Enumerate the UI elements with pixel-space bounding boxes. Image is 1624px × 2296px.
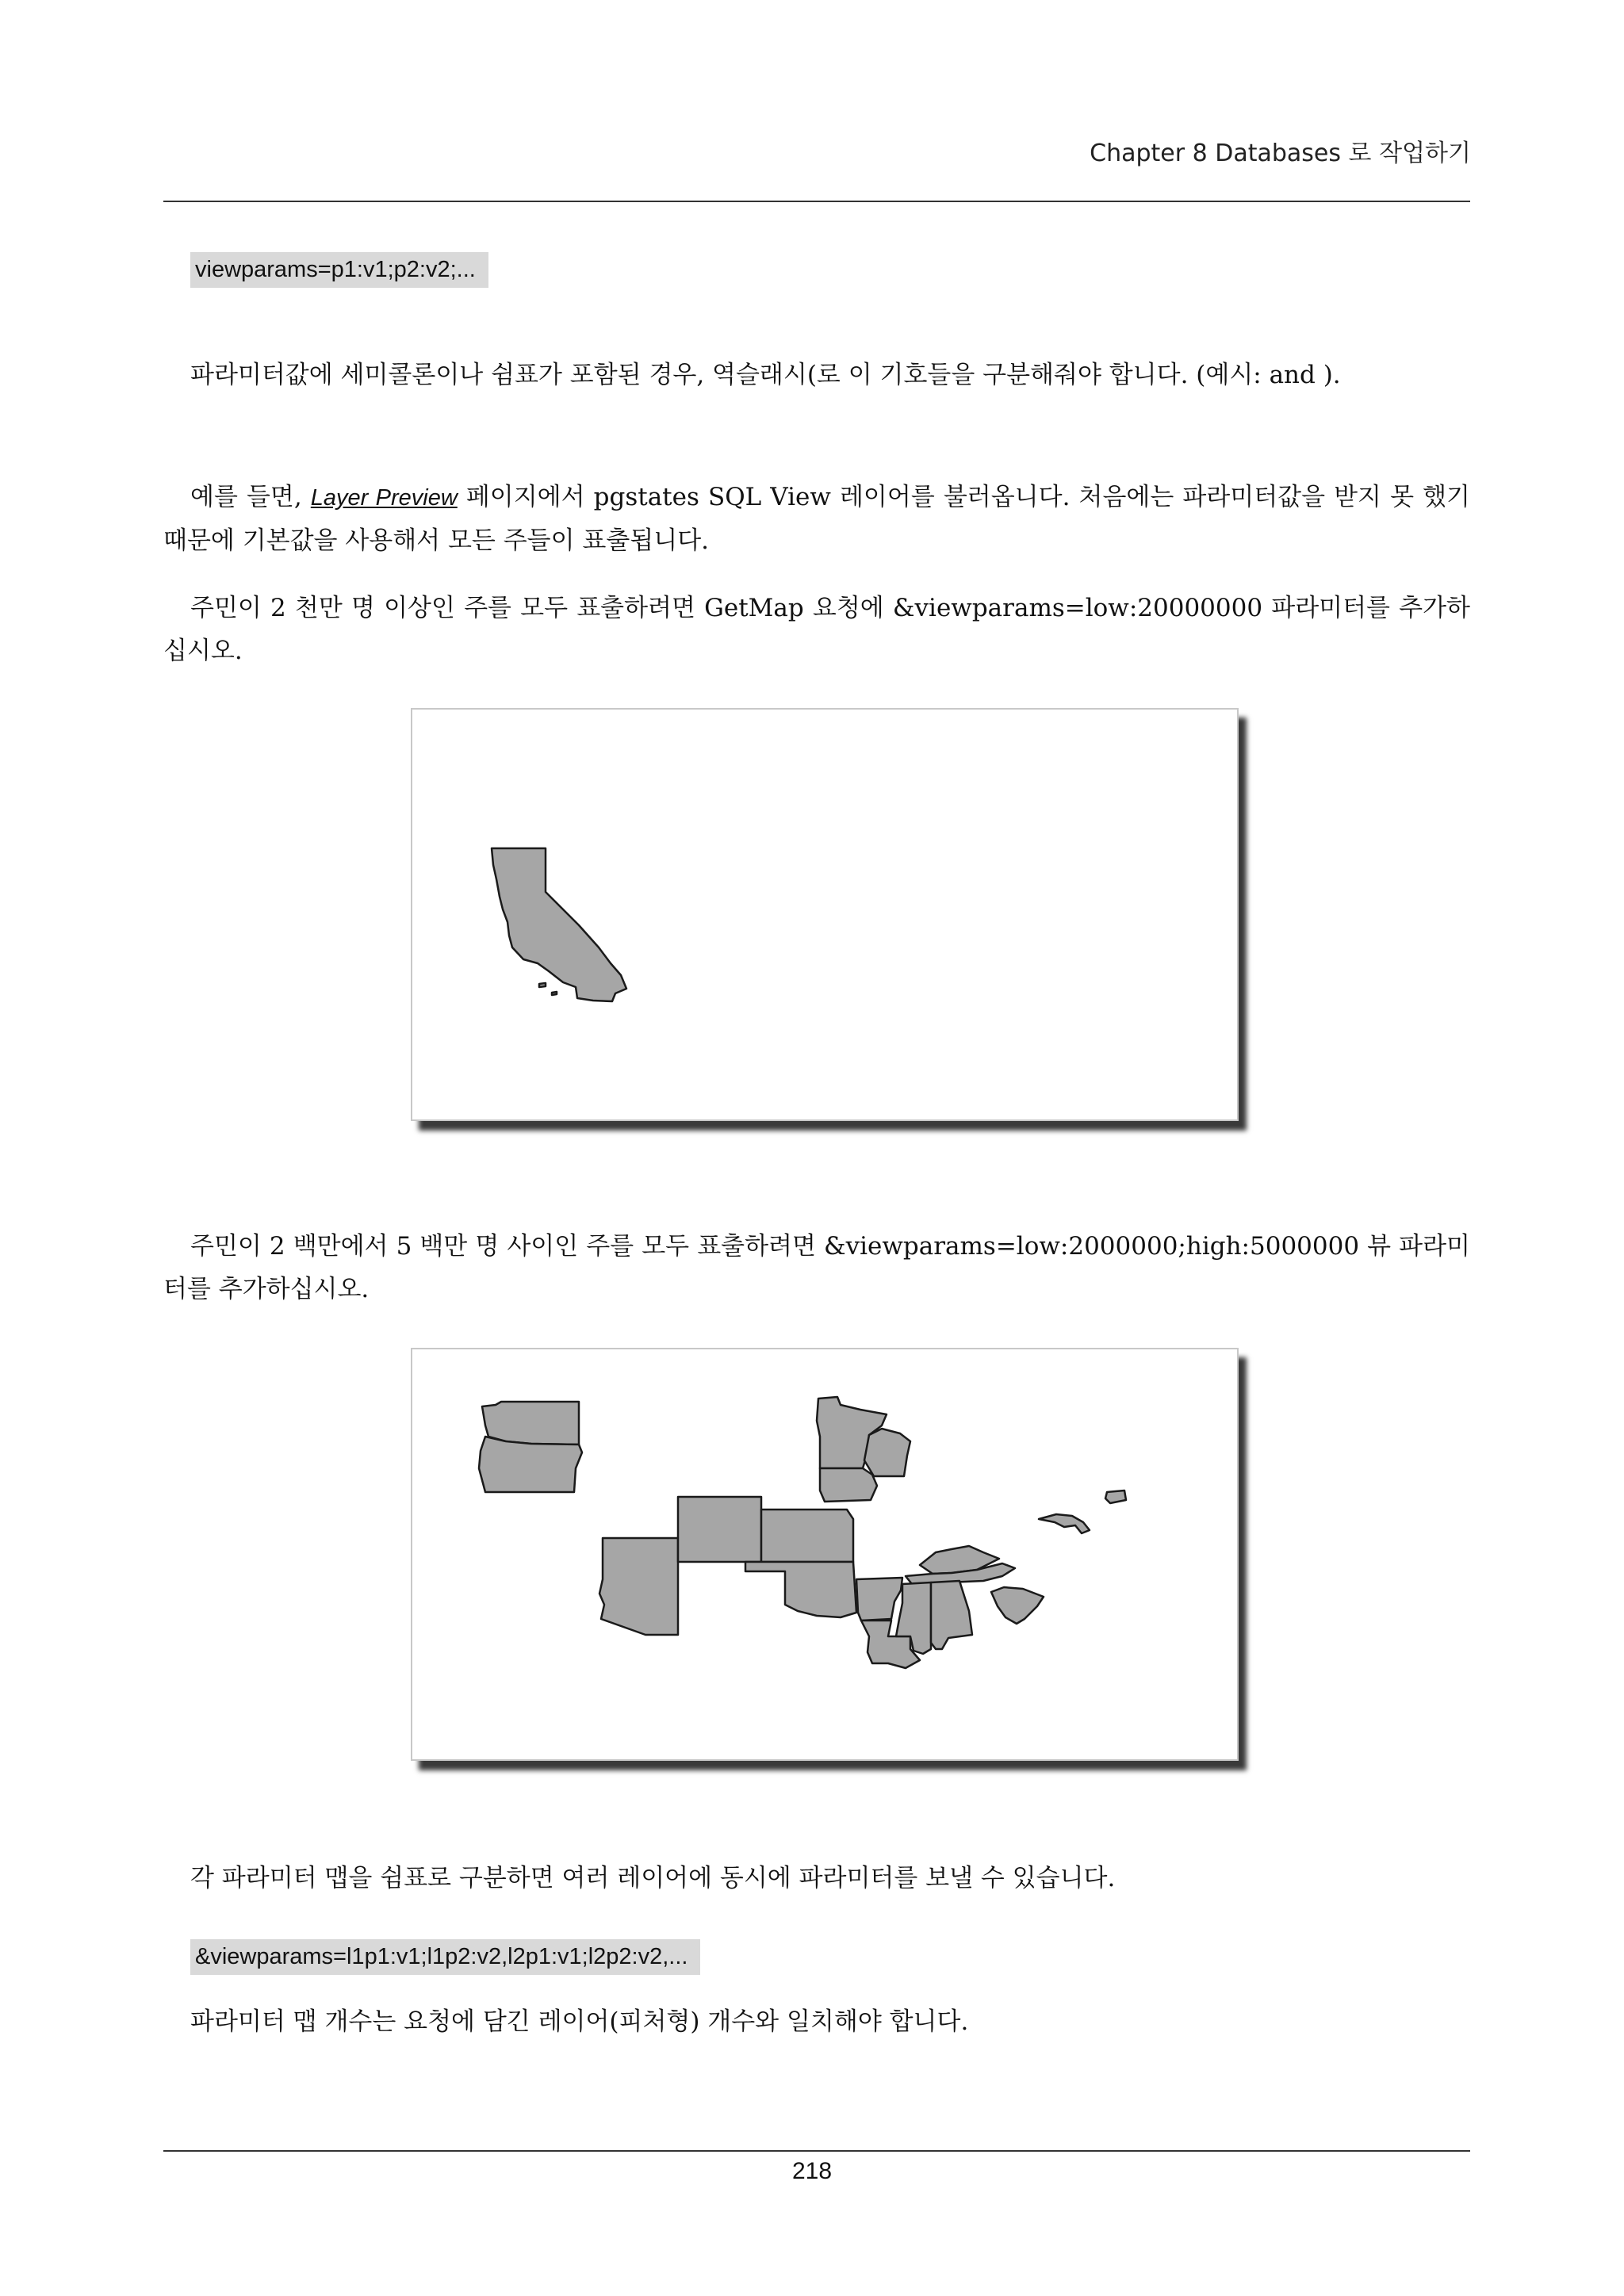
layer-preview-link[interactable]: Layer Preview bbox=[310, 485, 458, 511]
page-number: 218 bbox=[791, 2158, 833, 2184]
island-2 bbox=[552, 992, 557, 995]
state-maryland bbox=[1039, 1514, 1090, 1533]
map-canvas bbox=[412, 710, 1237, 1119]
state-kansas bbox=[761, 1510, 853, 1562]
state-connecticut bbox=[1105, 1490, 1126, 1503]
paragraph-low-filter: 주민이 2 천만 명 이상인 주를 모두 표출하려면 GetMap 요청에 &viewparams=low:20000000 파라미터를 추가하십시오. bbox=[163, 594, 1470, 665]
header-rule bbox=[163, 201, 1470, 202]
paragraph-multi-layer: 각 파라미터 맵을 쉼표로 구분하면 여러 레이어에 동시에 파라미터를 보낼 수 있습니다. bbox=[190, 1864, 1116, 1892]
state-arkansas bbox=[856, 1578, 902, 1621]
island-1 bbox=[539, 983, 546, 987]
state-wisconsin bbox=[864, 1429, 910, 1476]
state-washington bbox=[482, 1402, 579, 1445]
map-canvas bbox=[412, 1349, 1237, 1759]
state-arizona bbox=[599, 1538, 678, 1635]
state-oklahoma bbox=[745, 1562, 856, 1617]
running-header: Chapter 8 Databases 로 작업하기 bbox=[1090, 140, 1471, 167]
paragraph-range-filter: 주민이 2 백만에서 5 백만 명 사이인 주를 모두 표출하려면 &viewparams=low:2000000;high:5000000 뷰 파라미터를 추가하십시오. bbox=[163, 1232, 1470, 1303]
state-oregon bbox=[479, 1437, 582, 1492]
state-colorado bbox=[678, 1497, 761, 1562]
paragraph-escaping: 파라미터값에 세미콜론이나 쉼표가 포함된 경우, 역슬래시(로 이 기호들을 구분해줘야 합니다. (예시: and ). bbox=[190, 361, 1341, 389]
map-figure-population-2m-to-5m bbox=[411, 1348, 1239, 1761]
code-snippet-multi-layer-viewparams: &viewparams=l1p1:v1;l1p2:v2,l2p1:v1;l2p2:v2,... bbox=[190, 1939, 700, 1975]
map-figure-population-over-20m bbox=[411, 708, 1239, 1121]
paragraph-example-after: 페이지에서 pgstates SQL View 레이어를 불러옵니다. 처음에는 파라미터값을 받지 못 했기 때문에 기본값을 사용해서 모든 주들이 표출됩니다. bbox=[163, 483, 1470, 555]
footer-rule bbox=[163, 2150, 1470, 2152]
state-iowa bbox=[820, 1468, 877, 1502]
state-alabama bbox=[931, 1581, 972, 1649]
paragraph-layer-count: 파라미터 맵 개수는 요청에 담긴 레이어(피처형) 개수와 일치해야 합니다. bbox=[190, 2007, 969, 2036]
state-california bbox=[492, 848, 626, 1001]
paragraph-example-before: 예를 들면, bbox=[190, 483, 311, 511]
paragraph-example bbox=[163, 476, 1470, 562]
state-south-carolina bbox=[991, 1587, 1044, 1624]
code-snippet-viewparams: viewparams=p1:v1;p2:v2;... bbox=[190, 252, 488, 288]
